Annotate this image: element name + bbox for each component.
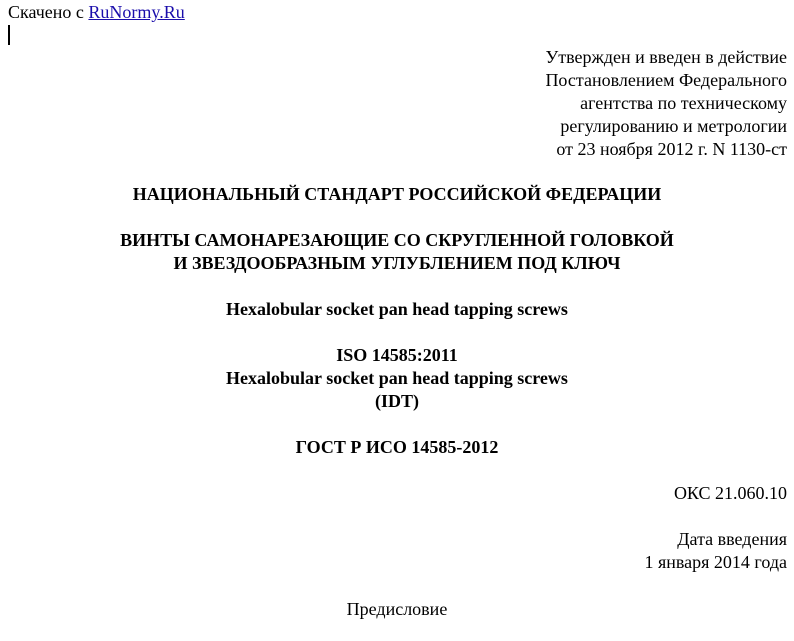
iso-relation: (IDT): [375, 391, 419, 411]
approval-line: Постановлением Федерального: [545, 70, 787, 90]
intro-date-value: 1 января 2014 года: [644, 552, 787, 572]
intro-date-label: Дата введения: [677, 529, 787, 549]
download-prefix: Скачено с: [8, 2, 84, 22]
gost-number: ГОСТ Р ИСО 14585-2012: [295, 437, 499, 457]
russian-title-line-2: И ЗВЕЗДООБРАЗНЫМ УГЛУБЛЕНИЕМ ПОД КЛЮЧ: [173, 253, 621, 273]
iso-number: ISO 14585:2011: [336, 345, 458, 365]
oks-code: ОКС 21.060.10: [673, 483, 787, 503]
runormy-link[interactable]: RuNormy.Ru: [88, 2, 185, 22]
approval-line: от 23 ноября 2012 г. N 1130-ст: [556, 139, 787, 159]
download-source-line: [8, 1, 185, 24]
russian-title-line-1: ВИНТЫ САМОНАРЕЗАЮЩИЕ СО СКРУГЛЕННОЙ ГОЛОВКОЙ: [120, 230, 674, 250]
approval-line: регулированию и метрологии: [560, 116, 787, 136]
approval-block: [545, 46, 787, 161]
approval-line: агентства по техническому: [580, 93, 787, 113]
national-standard-title: НАЦИОНАЛЬНЫЙ СТАНДАРТ РОССИЙСКОЙ ФЕДЕРАЦИИ: [132, 184, 662, 204]
text-cursor: [8, 25, 10, 45]
foreword-heading: Предисловие: [346, 599, 448, 619]
english-title: Hexalobular socket pan head tapping screws: [226, 299, 568, 319]
approval-line: Утвержден и введен в действие: [545, 47, 787, 67]
iso-title: Hexalobular socket pan head tapping screws: [226, 368, 568, 388]
